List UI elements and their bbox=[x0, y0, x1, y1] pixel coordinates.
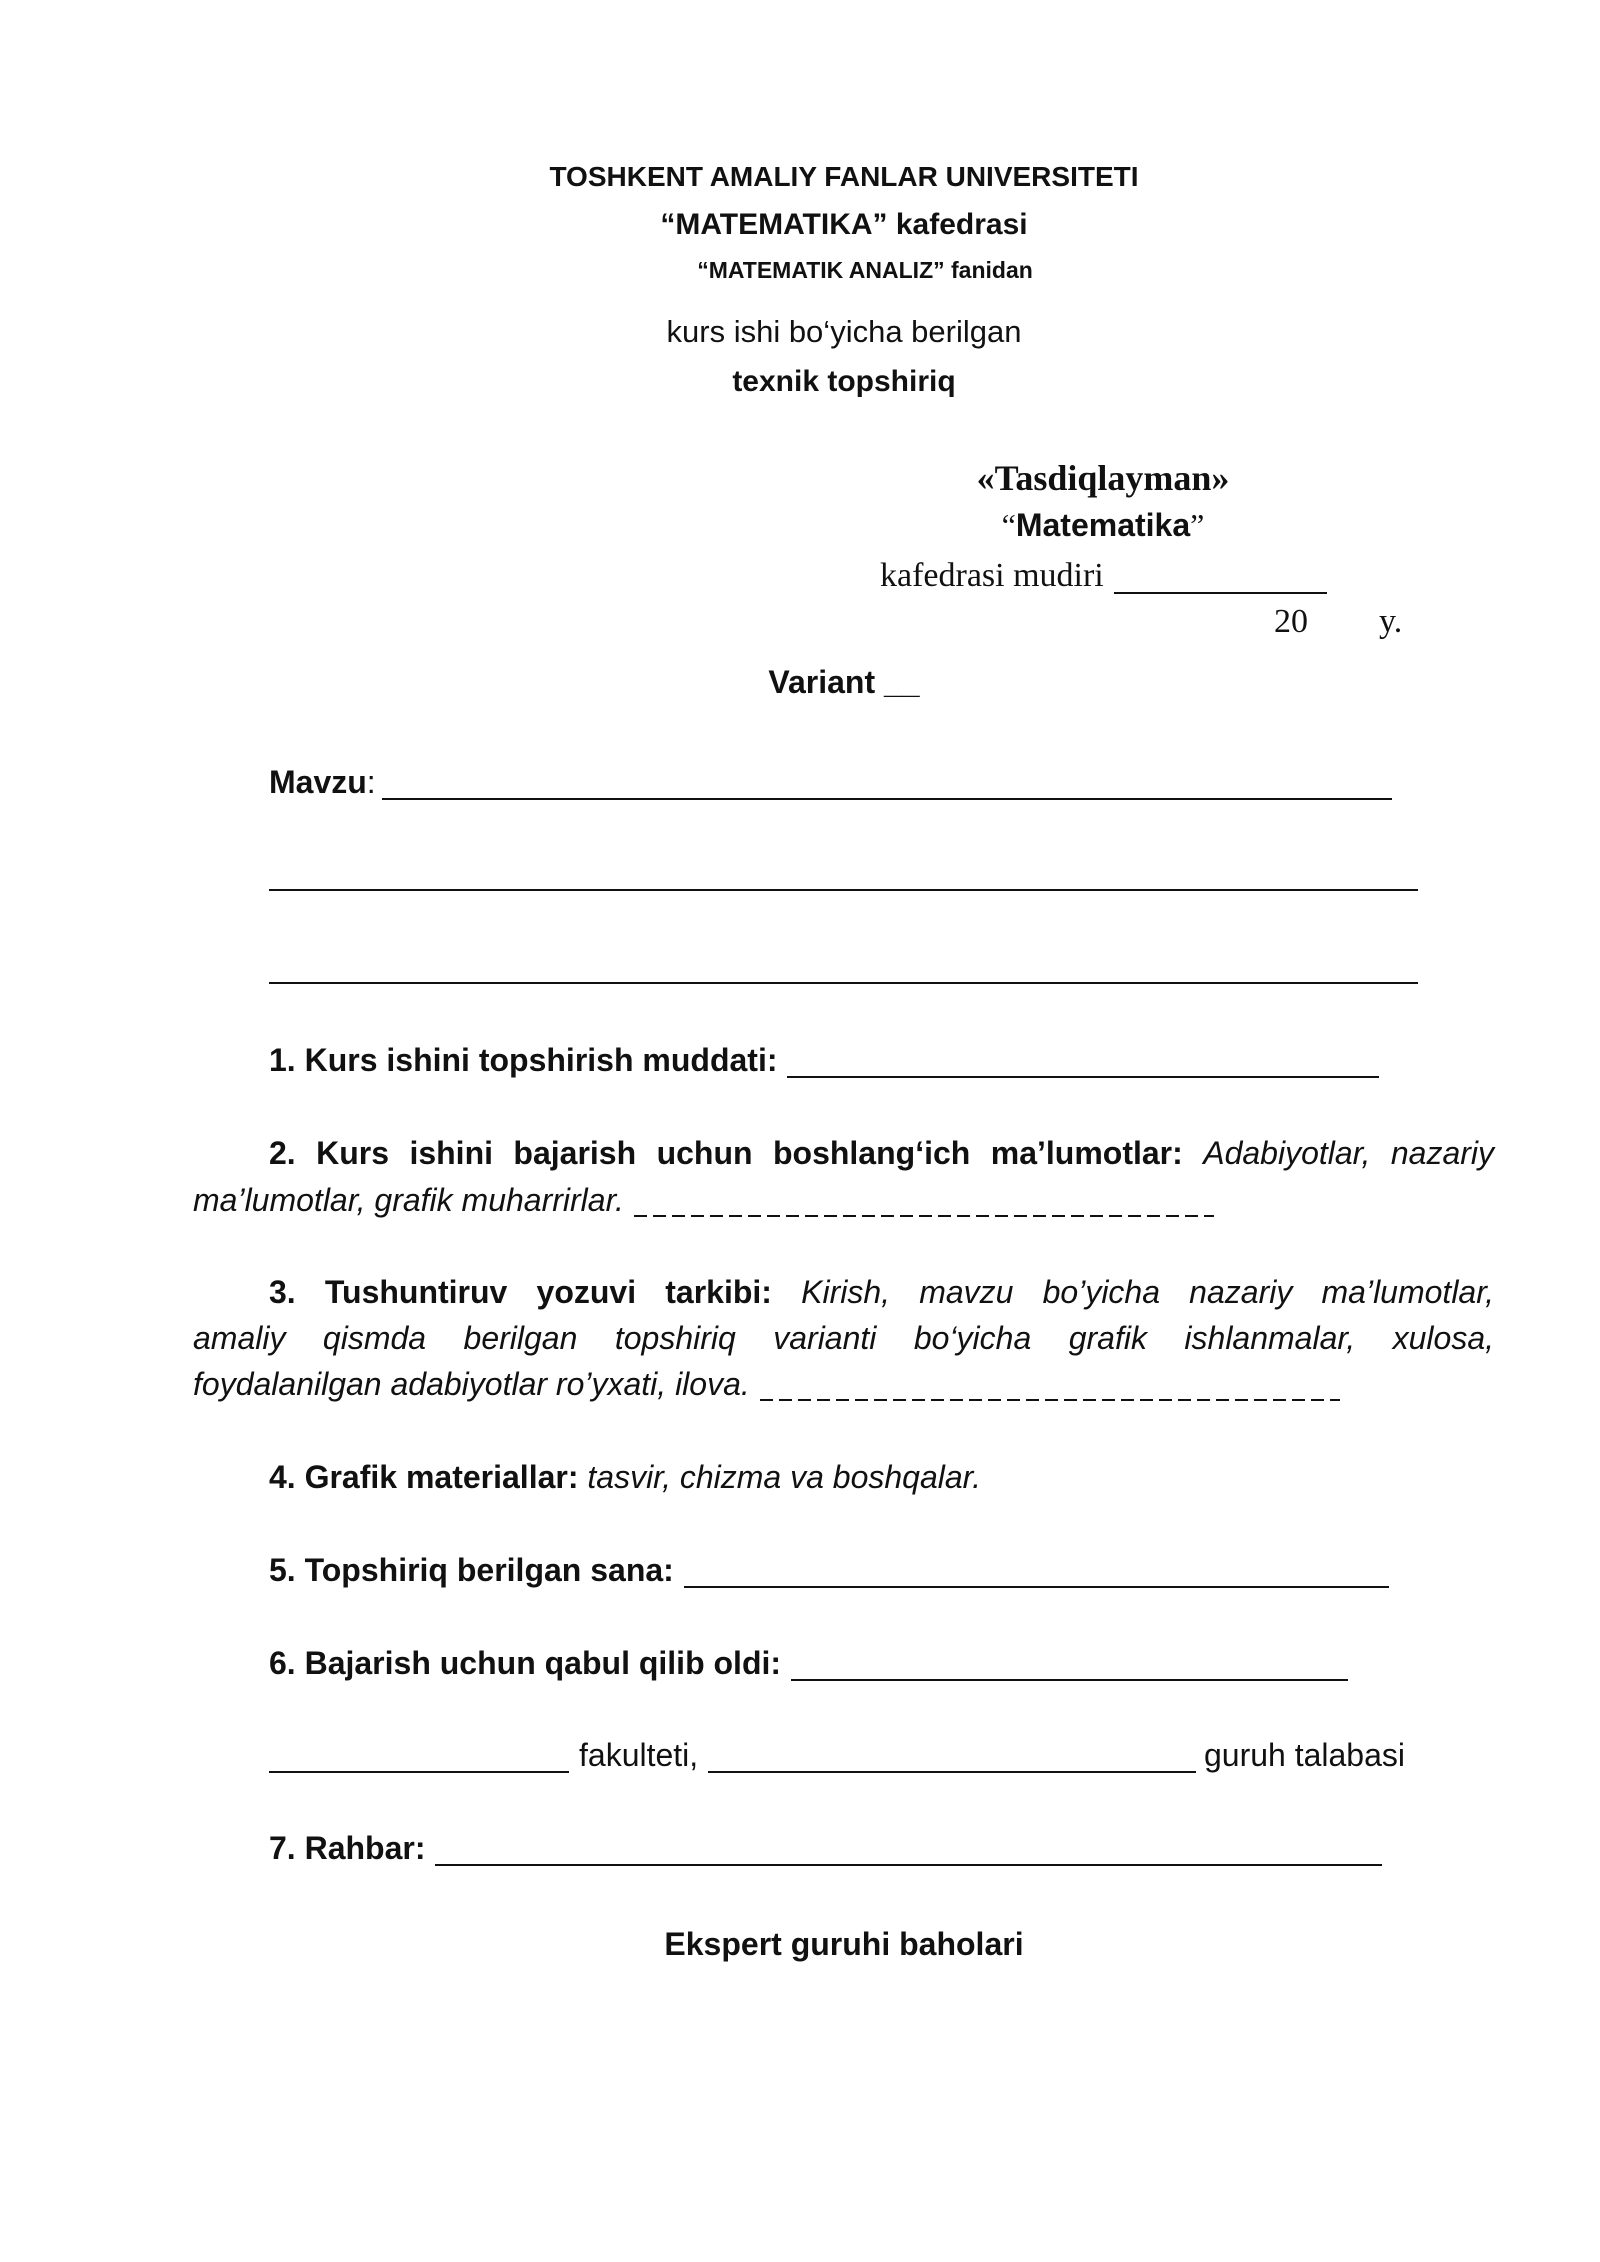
topic-blank-line-2 bbox=[269, 889, 1418, 891]
note-contents-dashed-blank bbox=[760, 1399, 1340, 1401]
item-supervisor bbox=[269, 1825, 1382, 1871]
item-note-contents-line-3 bbox=[193, 1361, 1494, 1407]
item-initial-data-line-2 bbox=[193, 1177, 1494, 1223]
item-note-contents-line-2: amaliy qismda berilgan topshiriq varianti bo‘yicha grafik ishlanmalar, xulosa, bbox=[193, 1320, 1494, 1356]
approval-heading: «Tasdiqlayman» bbox=[976, 458, 1230, 498]
note-contents-text-1: Kirish, mavzu bo’yicha nazariy ma’lumotlar, bbox=[801, 1274, 1495, 1310]
accepted-by-blank bbox=[791, 1679, 1348, 1681]
item-graphics bbox=[269, 1454, 1494, 1500]
group-student-label: guruh talabasi bbox=[1203, 1737, 1405, 1773]
document-subtitle: kurs ishi bo‘yicha berilgan bbox=[666, 314, 1022, 349]
initial-data-text-2: ma’lumotlar, grafik muharrirlar. bbox=[193, 1182, 624, 1218]
quote-close: ” bbox=[1190, 507, 1205, 543]
topic-label-text: Mavzu bbox=[269, 764, 367, 800]
year-suffix: y. bbox=[1379, 603, 1403, 640]
deadline-label: 1. Kurs ishini topshirish muddati: bbox=[269, 1042, 778, 1078]
document-title: texnik topshiriq bbox=[732, 365, 956, 398]
topic-row bbox=[269, 759, 1392, 805]
topic-blank-line-3 bbox=[269, 982, 1418, 984]
department-head-label: kafedrasi mudiri bbox=[880, 557, 1104, 594]
subject-name: “MATEMATIK ANALIZ” fanidan bbox=[697, 257, 1033, 283]
accepted-by-label: 6. Bajarish uchun qabul qilib oldi: bbox=[269, 1645, 782, 1681]
topic-label bbox=[269, 759, 376, 805]
topic-colon: : bbox=[366, 764, 376, 800]
faculty-group-row bbox=[269, 1732, 1405, 1778]
supervisor-blank bbox=[435, 1864, 1382, 1866]
university-name: TOSHKENT AMALIY FANLAR UNIVERSITETI bbox=[549, 161, 1139, 192]
approval-department bbox=[903, 502, 1303, 548]
approval-department-name: Matematika bbox=[1015, 507, 1191, 543]
issue-date-blank bbox=[684, 1586, 1389, 1588]
variant-label: Variant __ bbox=[768, 664, 920, 700]
note-contents-text-3: foydalanilgan adabiyotlar ro’yxati, ilova. bbox=[193, 1366, 750, 1402]
item-issue-date bbox=[269, 1547, 1389, 1593]
signature-blank bbox=[1114, 592, 1327, 594]
faculty-label: fakulteti, bbox=[579, 1737, 699, 1773]
item-deadline bbox=[269, 1037, 1379, 1083]
topic-blank bbox=[382, 798, 1392, 800]
supervisor-label: 7. Rahbar: bbox=[269, 1830, 426, 1866]
expert-grades-heading: Ekspert guruhi baholari bbox=[664, 1926, 1024, 1962]
department-name: “MATEMATIKA” kafedrasi bbox=[660, 208, 1028, 241]
item-accepted-by bbox=[269, 1640, 1348, 1686]
item-initial-data-line-1 bbox=[269, 1130, 1494, 1176]
department-head-signature-row bbox=[880, 553, 1327, 599]
quote-open: “ bbox=[1001, 507, 1016, 543]
graphics-text: tasvir, chizma va boshqalar. bbox=[587, 1459, 982, 1495]
item-note-contents-line-1 bbox=[269, 1269, 1494, 1315]
initial-data-dashed-blank bbox=[634, 1215, 1214, 1217]
note-contents-label: 3. Tushuntiruv yozuvi tarkibi: bbox=[269, 1274, 772, 1310]
year-prefix: 20 bbox=[1274, 603, 1308, 640]
initial-data-text-1: Adabiyotlar, nazariy bbox=[1203, 1135, 1495, 1171]
issue-date-label: 5. Topshiriq berilgan sana: bbox=[269, 1552, 674, 1588]
initial-data-label: 2. Kurs ishini bajarish uchun boshlang‘ich ma’lumotlar: bbox=[269, 1135, 1183, 1171]
graphics-label: 4. Grafik materiallar: bbox=[269, 1459, 579, 1495]
faculty-blank bbox=[269, 1771, 569, 1773]
group-blank bbox=[708, 1771, 1196, 1773]
deadline-blank bbox=[787, 1076, 1379, 1078]
